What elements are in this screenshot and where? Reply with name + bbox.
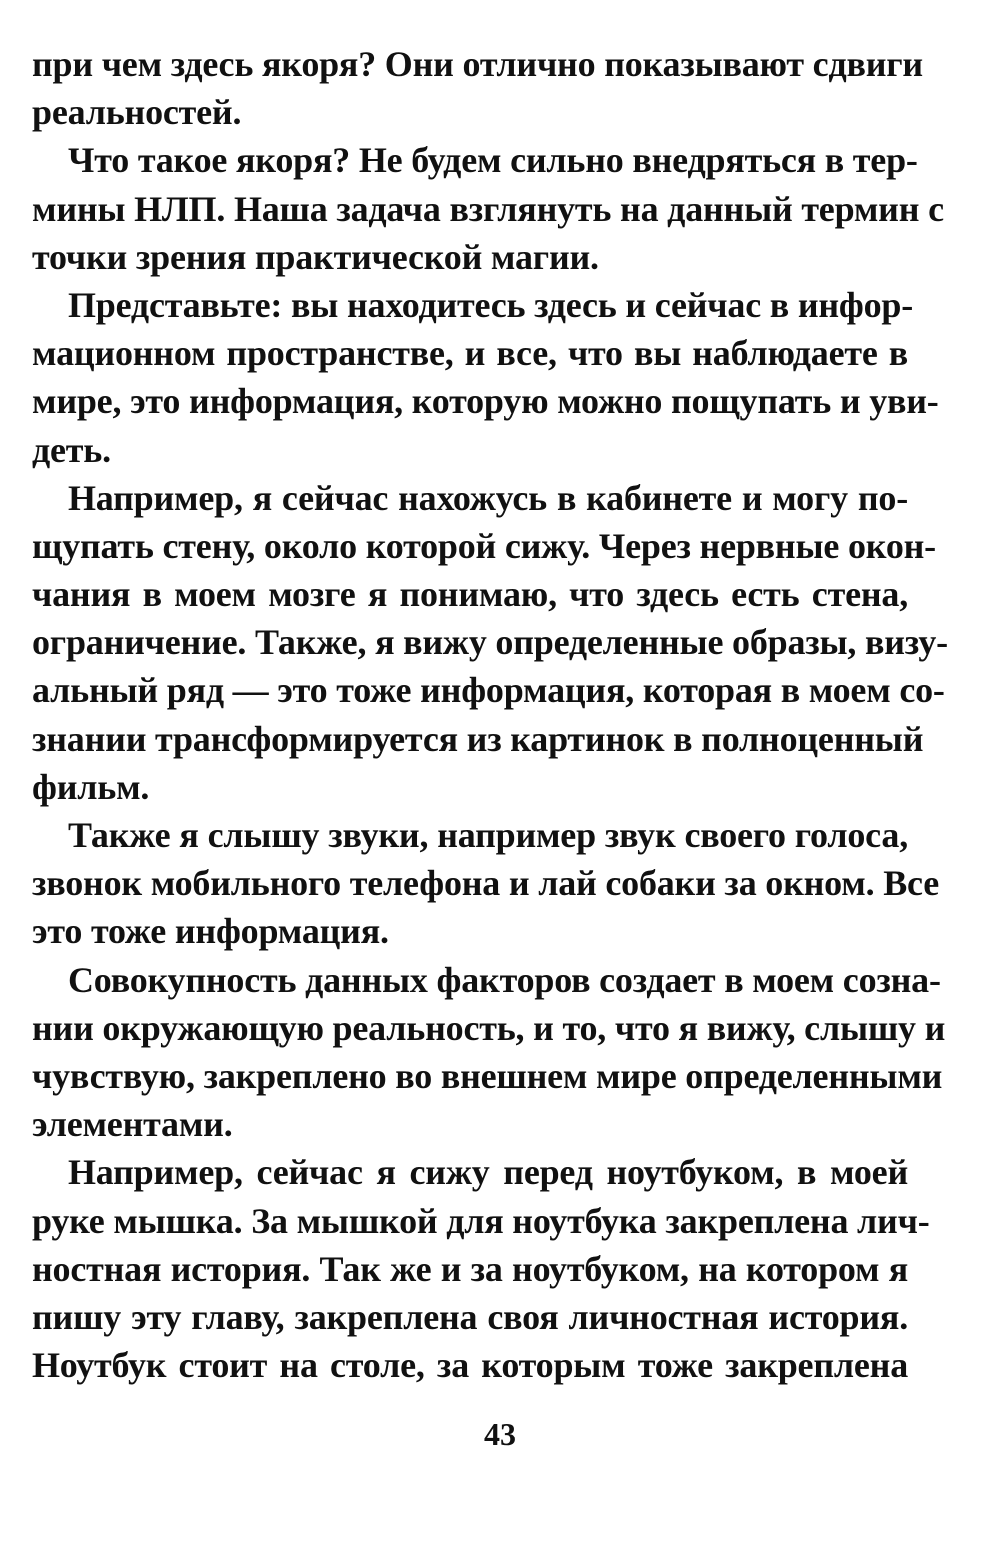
text-line: Также я слышу звуки, например звук своего голоса, bbox=[68, 815, 908, 855]
text-line: альный ряд — это тоже информация, которая в моем со- bbox=[32, 670, 945, 711]
text-line: Ноутбук стоит на столе, за которым тоже закреплена bbox=[32, 1345, 908, 1386]
text-line: ограничение. Также, я вижу определенные образы, визу- bbox=[32, 622, 948, 663]
text-line: мире, это информация, которую можно пощупать и уви- bbox=[32, 381, 939, 422]
text-line: это тоже информация. bbox=[32, 911, 389, 952]
page-body bbox=[32, 40, 948, 1389]
text-line: пишу эту главу, закреплена своя личностная история. bbox=[32, 1296, 908, 1337]
text-line: щупать стену, около которой сижу. Через нервные окон- bbox=[32, 525, 936, 566]
text-line: знании трансформируется из картинок в полноценный bbox=[32, 718, 924, 759]
text-line: мационном пространстве, и все, что вы наблюдаете в bbox=[32, 333, 908, 374]
text-line: Совокупность данных факторов создает в моем созна- bbox=[68, 959, 941, 1000]
text-line: Представьте: вы находитесь здесь и сейчас в инфор- bbox=[68, 284, 914, 325]
text-line: фильм. bbox=[32, 766, 150, 807]
text-line: мины НЛП. Наша задача взглянуть на данный термин с bbox=[32, 188, 944, 229]
text-line: чувствую, закреплено во внешнем мире определенными bbox=[32, 1055, 943, 1096]
text-line: при чем здесь якоря? Они отлично показывают сдвиги bbox=[32, 44, 923, 84]
text-line: руке мышка. За мышкой для ноутбука закреплена лич- bbox=[32, 1200, 930, 1241]
text-line: нии окружающую реальность, и то, что я вижу, слышу и bbox=[32, 1007, 946, 1048]
text-line: реальностей. bbox=[32, 92, 242, 133]
text-line: Например, сейчас я сижу перед ноутбуком, в моей bbox=[68, 1152, 908, 1193]
text-line: элементами. bbox=[32, 1104, 233, 1145]
page-number: 43 bbox=[484, 1416, 516, 1452]
text-line: чания в моем мозге я понимаю, что здесь есть стена, bbox=[32, 574, 908, 615]
text-line: точки зрения практической магии. bbox=[32, 236, 599, 277]
text-line: Что такое якоря? Не будем сильно внедряться в тер- bbox=[68, 140, 918, 181]
text-line: звонок мобильного телефона и лай собаки за окном. Все bbox=[32, 863, 940, 904]
text-line: деть. bbox=[32, 429, 111, 470]
text-line: ностная история. Так же и за ноутбуком, на котором я bbox=[32, 1248, 908, 1289]
text-line: Например, я сейчас нахожусь в кабинете и могу по- bbox=[68, 477, 908, 518]
